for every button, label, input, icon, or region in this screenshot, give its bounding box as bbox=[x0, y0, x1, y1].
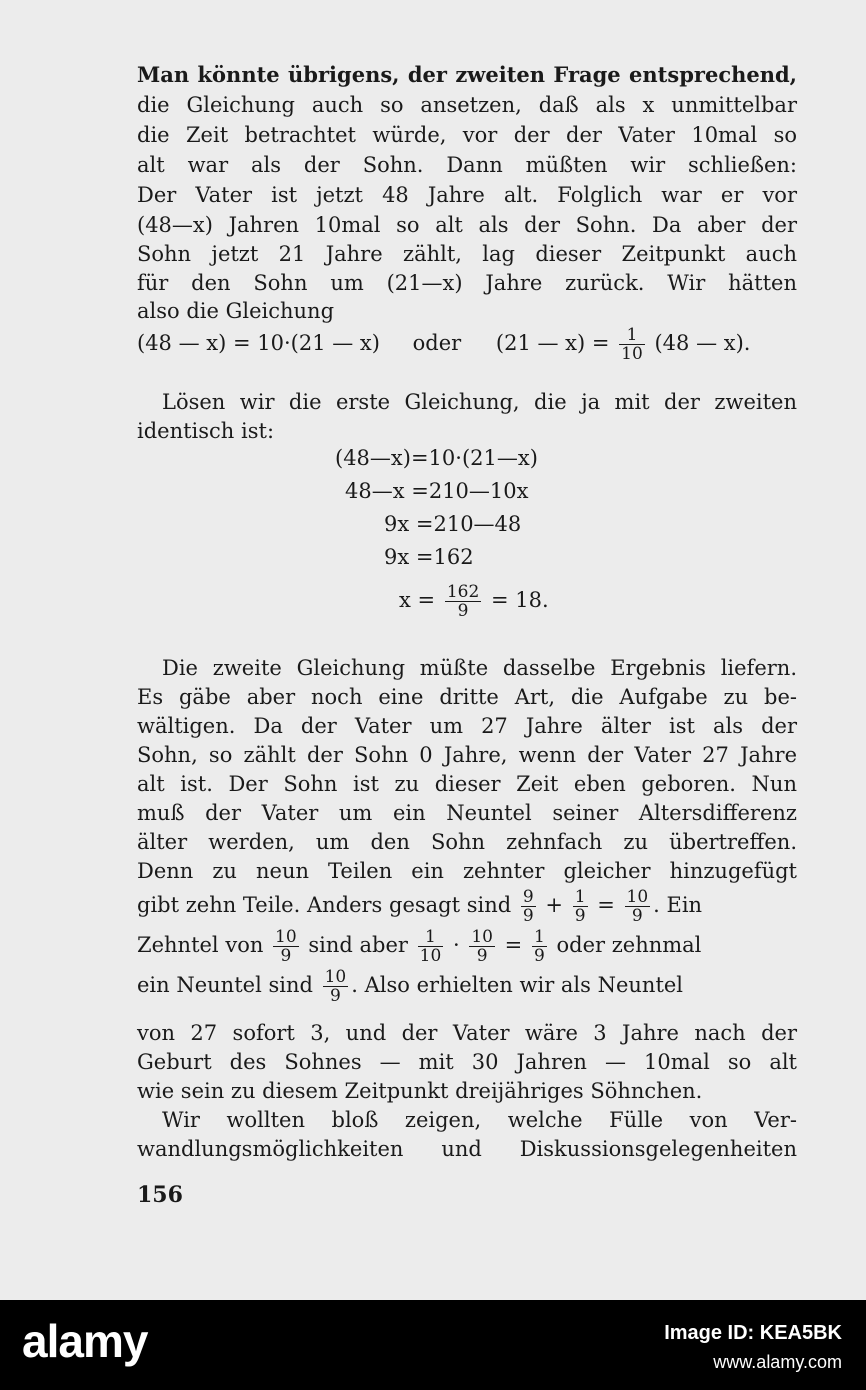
text-line: identisch ist: bbox=[137, 419, 275, 443]
text-line: Es gäbe aber noch eine dritte Art, die Aufgabe zu be- bbox=[137, 685, 797, 709]
text-line: Wir wollten bloß zeigen, welche Fülle von Ver- bbox=[162, 1108, 797, 1132]
operator: + bbox=[545, 893, 563, 917]
text-line: Sohn, so zählt der Sohn 0 Jahre, wenn der Vater 27 Jahre bbox=[137, 743, 797, 767]
fraction-numerator: 9 bbox=[522, 887, 534, 907]
text-segment: Zehntel von bbox=[137, 933, 264, 957]
watermark-footer bbox=[0, 1300, 866, 1390]
text-line: Die zweite Gleichung müßte dasselbe Ergebnis liefern. bbox=[162, 656, 797, 680]
fraction bbox=[619, 326, 645, 363]
fraction-denominator: 9 bbox=[476, 946, 488, 966]
fraction-numerator: 1 bbox=[574, 887, 586, 907]
fraction-denominator: 9 bbox=[522, 906, 534, 926]
fraction-numerator: 1 bbox=[418, 928, 444, 947]
fraction-denominator: 10 bbox=[621, 344, 643, 364]
text-segment: gibt zehn Teile. Anders gesagt sind bbox=[137, 893, 512, 917]
fraction-numerator: 162 bbox=[446, 582, 480, 602]
operator: = bbox=[504, 933, 523, 957]
solution-step: (48—x)=10·(21—x) bbox=[335, 446, 538, 470]
equation-connector: oder bbox=[412, 331, 462, 355]
fraction-denominator: 9 bbox=[330, 986, 341, 1006]
brand-logo: alamy bbox=[22, 1315, 148, 1367]
equation-right-prefix: (21 — x) = bbox=[495, 331, 610, 355]
text-line: Denn zu neun Teilen ein zehnter gleicher hinzugefügt bbox=[137, 859, 797, 883]
text-line: die Gleichung auch so ansetzen, daß als x unmittelbar bbox=[137, 93, 797, 117]
fraction bbox=[469, 928, 495, 965]
text-line: wältigen. Da der Vater um 27 Jahre älter ist als der bbox=[137, 714, 797, 738]
fraction bbox=[625, 888, 651, 925]
fraction-numerator: 10 bbox=[324, 967, 347, 987]
fraction-numerator: 10 bbox=[275, 927, 297, 947]
text-segment: . Ein bbox=[653, 893, 703, 917]
fraction-numerator: 10 bbox=[471, 927, 493, 947]
solution-step: 9x =210—48 bbox=[384, 512, 522, 536]
text-line: Lösen wir die erste Gleichung, die ja mit der zweiten bbox=[162, 390, 797, 414]
text-line: die Zeit betrachtet würde, vor der der Vater 10mal so bbox=[137, 123, 797, 147]
text-segment: . Also erhielten wir als Neuntel bbox=[351, 973, 684, 997]
fraction-numerator: 1 bbox=[619, 326, 645, 345]
text-line: von 27 sofort 3, und der Vater wäre 3 Jahre nach der bbox=[137, 1021, 797, 1045]
text-line: wandlungsmöglichkeiten und Diskussionsgelegenheiten bbox=[137, 1137, 797, 1161]
operator: = bbox=[597, 893, 615, 917]
fraction-numerator: 10 bbox=[626, 887, 649, 907]
fraction-numerator: 1 bbox=[533, 927, 545, 947]
text-line: muß der Vater um ein Neuntel seiner Altersdifferenz bbox=[137, 801, 797, 825]
solution-final-prefix: x = bbox=[399, 588, 436, 612]
equation-1 bbox=[137, 326, 797, 363]
fraction-denominator: 9 bbox=[631, 906, 643, 926]
solution-step: 9x =162 bbox=[384, 545, 474, 569]
text-line: älter werden, um den Sohn zehnfach zu übertreffen. bbox=[137, 830, 797, 854]
fraction bbox=[418, 928, 444, 965]
operator: · bbox=[452, 933, 460, 957]
text-segment: oder zehnmal bbox=[556, 933, 702, 957]
text-line: (48—x) Jahren 10mal so alt als der Sohn. Da aber der bbox=[137, 213, 797, 237]
text-line: alt ist. Der Sohn ist zu dieser Zeit eben geboren. Nun bbox=[137, 772, 797, 796]
fraction-line bbox=[137, 968, 683, 1005]
fraction-denominator: 10 bbox=[419, 946, 442, 966]
fraction-denominator: 9 bbox=[457, 601, 469, 621]
text-line: also die Gleichung bbox=[137, 299, 335, 323]
text-line: wie sein zu diesem Zeitpunkt dreijähriges Söhnchen. bbox=[137, 1079, 703, 1103]
fraction bbox=[532, 928, 547, 965]
fraction bbox=[323, 968, 349, 1005]
fraction bbox=[445, 583, 481, 620]
solution-final bbox=[399, 583, 549, 620]
fraction-denominator: 9 bbox=[574, 906, 586, 926]
fraction-denominator: 9 bbox=[533, 946, 545, 966]
fraction bbox=[521, 888, 536, 925]
fraction-denominator: 9 bbox=[280, 946, 292, 966]
text-line: alt war als der Sohn. Dann müßten wir schließen: bbox=[137, 153, 797, 177]
text-line: Man könnte übrigens, der zweiten Frage entsprechend, bbox=[137, 62, 797, 87]
text-line: Der Vater ist jetzt 48 Jahre alt. Folglich war er vor bbox=[137, 183, 797, 207]
solution-final-suffix: = 18. bbox=[490, 588, 549, 612]
text-line: Geburt des Sohnes — mit 30 Jahren — 10mal so alt bbox=[137, 1050, 797, 1074]
image-id: Image ID: KEA5BK bbox=[664, 1322, 842, 1344]
site-url: www.alamy.com bbox=[713, 1352, 842, 1372]
equation-left: (48 — x) = 10·(21 — x) bbox=[137, 331, 380, 355]
text-line: für den Sohn um (21—x) Jahre zurück. Wir hätten bbox=[137, 271, 797, 295]
text-segment: ein Neuntel sind bbox=[137, 973, 313, 997]
fraction bbox=[573, 888, 588, 925]
text-segment: sind aber bbox=[308, 933, 408, 957]
solution-step: 48—x =210—10x bbox=[345, 479, 529, 503]
fraction-line bbox=[137, 888, 702, 925]
fraction-line bbox=[137, 928, 701, 965]
fraction bbox=[273, 928, 299, 965]
equation-right-suffix: (48 — x). bbox=[654, 331, 751, 355]
text-line: Sohn jetzt 21 Jahre zählt, lag dieser Zeitpunkt auch bbox=[137, 242, 797, 266]
page-number: 156 bbox=[137, 1182, 183, 1208]
